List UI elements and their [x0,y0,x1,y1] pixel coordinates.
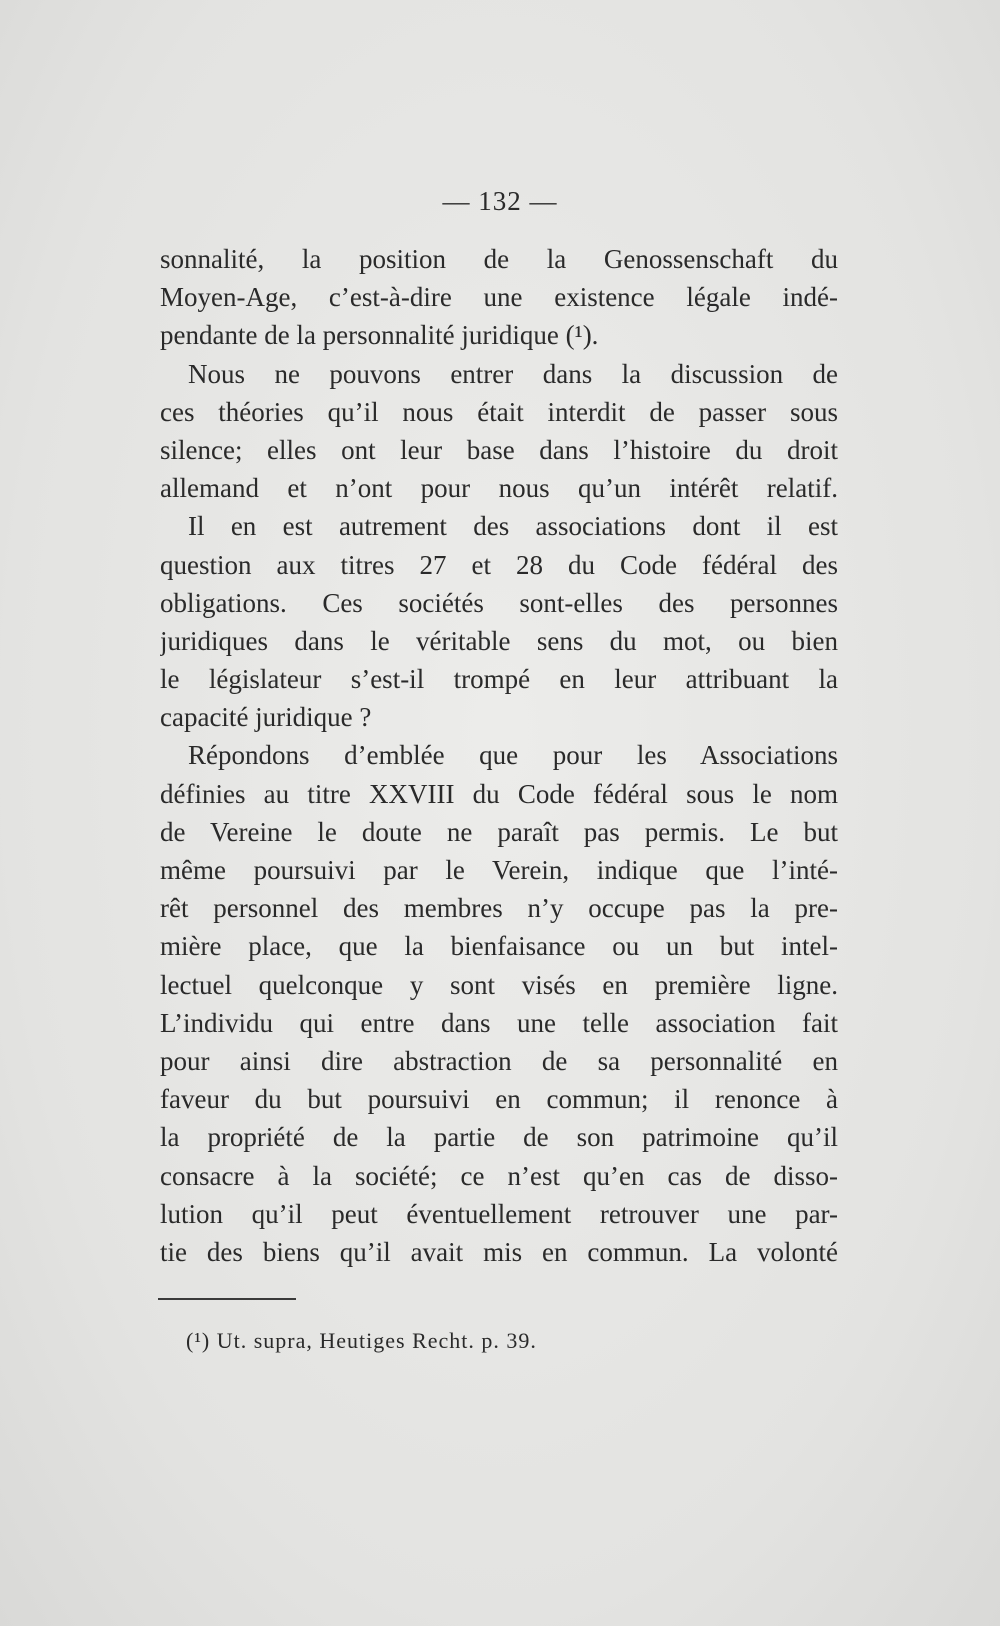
text-line: L’individu qui entre dans une telle association fait [160,1007,838,1038]
text-line: faveur du but poursuivi en commun; il renonce à [160,1084,838,1115]
text-line: pendante de la personnalité juridique (¹). [160,320,599,351]
text-line: la propriété de la partie de son patrimoine qu’il [160,1122,838,1153]
text-line: capacité juridique ? [160,702,372,733]
text-line: ces théories qu’il nous était interdit de passer sous [160,396,838,427]
text-line: même poursuivi par le Verein, indique que l’inté- [160,855,838,885]
text-line: Il en est autrement des associations dont il est [188,511,838,542]
text-line: juridiques dans le véritable sens du mot, ou bien [160,625,838,656]
text-line: obligations. Ces sociétés sont-elles des personnes [160,587,838,618]
page-number: — 132 — [442,186,558,216]
text-line: lution qu’il peut éventuellement retrouver une par- [160,1198,838,1229]
text-line: Répondons d’emblée que pour les Associations [188,740,838,771]
text-line: mière place, que la bienfaisance ou un but intel- [160,931,838,962]
text-line: consacre à la société; ce n’est qu’en cas de disso- [160,1160,838,1191]
footnote: (¹) Ut. supra, Heutiges Recht. p. 39. [186,1328,537,1353]
text-line: Nous ne pouvons entrer dans la discussion de [188,358,838,389]
text-line: allemand et n’ont pour nous qu’un intérêt relatif. [160,473,838,504]
text-line: de Vereine le doute ne paraît pas permis. Le but [160,816,838,847]
text-line: sonnalité, la position de la Genossenschaft du [160,244,838,274]
body-text [160,240,838,1271]
text-line: pour ainsi dire abstraction de sa personnalité en [160,1045,838,1076]
text-line: rêt personnel des membres n’y occupe pas la pre- [160,893,838,924]
text-line: Moyen-Age, c’est-à-dire une existence légale indé- [160,282,838,313]
text-line: question aux titres 27 et 28 du Code fédéral des [160,549,838,580]
text-line: silence; elles ont leur base dans l’histoire du droit [160,434,838,465]
footnote-divider [158,1298,296,1300]
text-line: tie des biens qu’il avait mis en commun. La volonté [160,1236,838,1267]
text-line: lectuel quelconque y sont visés en première ligne. [160,969,838,1000]
text-line: définies au titre XXVIII du Code fédéral sous le nom [160,778,838,809]
text-line: le législateur s’est-il trompé en leur attribuant la [160,664,838,695]
